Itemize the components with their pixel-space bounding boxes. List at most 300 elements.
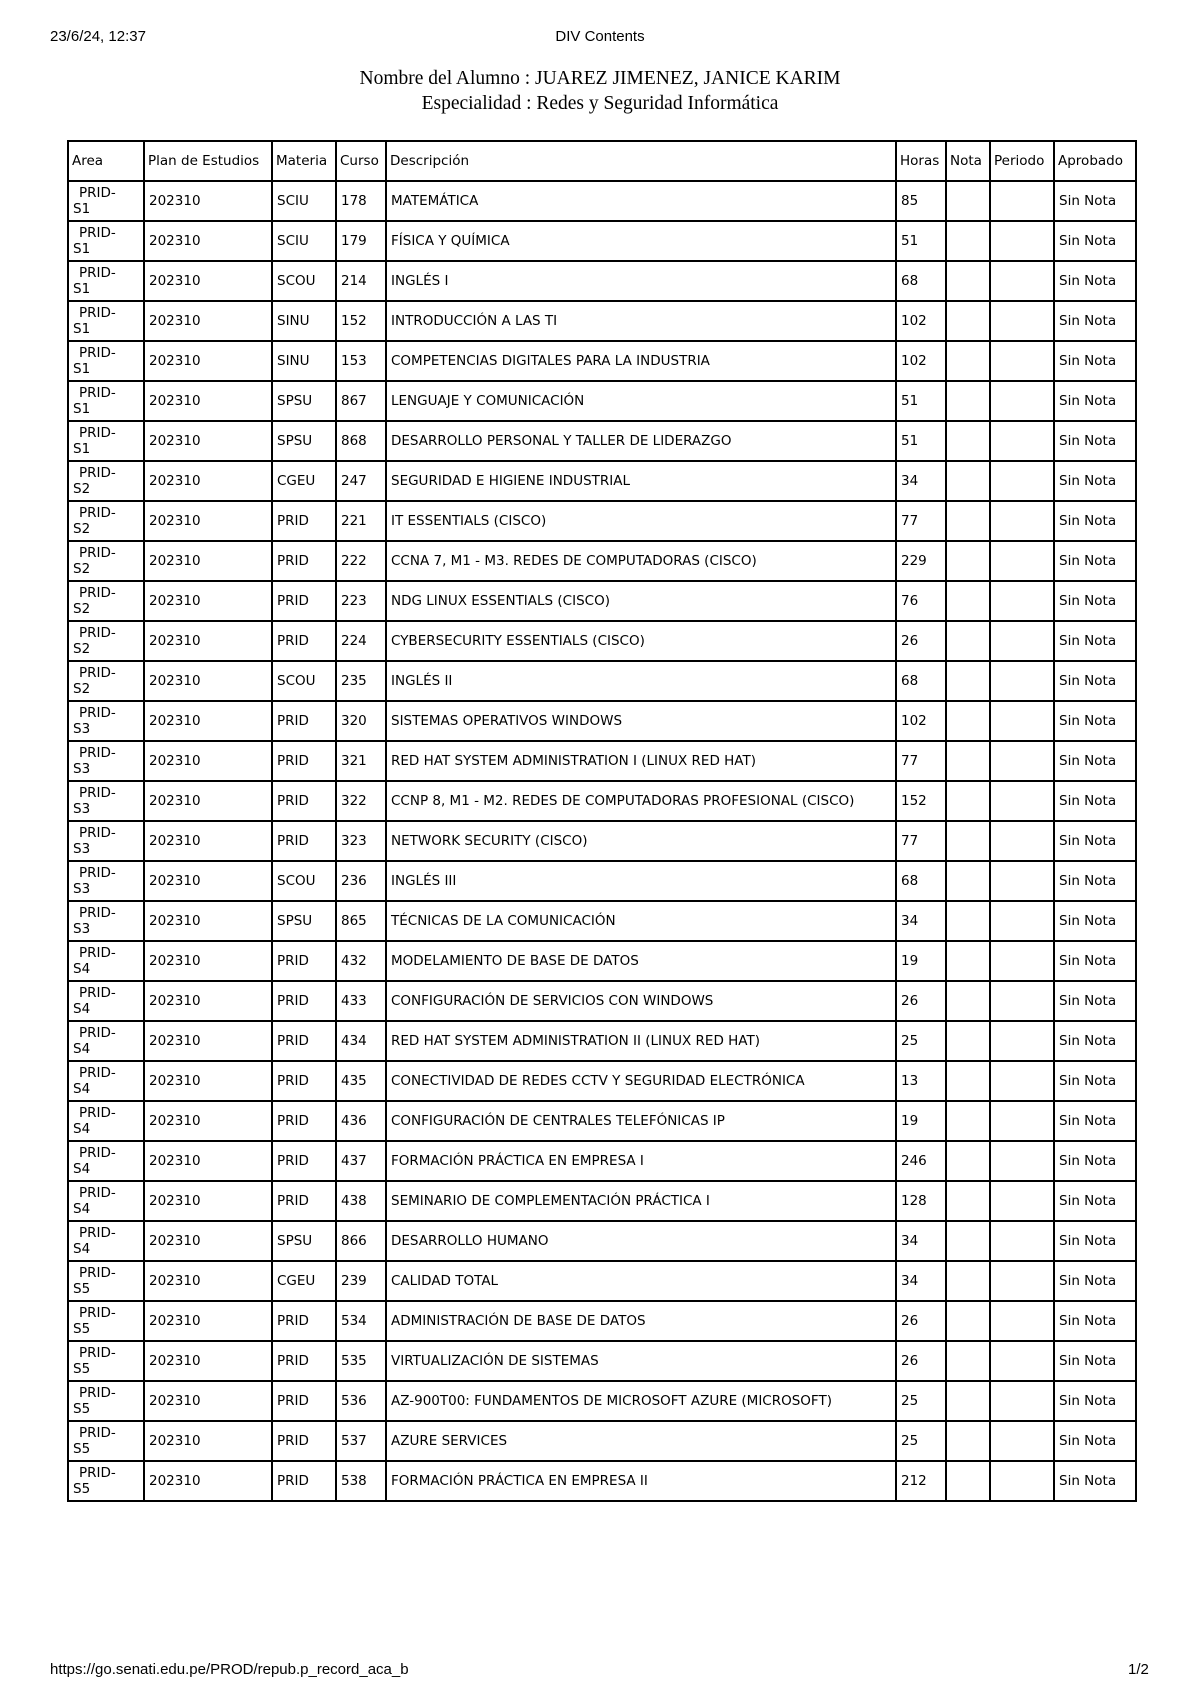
table-row — [68, 1221, 1136, 1261]
cell-periodo — [990, 341, 1054, 381]
cell-nota — [946, 1181, 990, 1221]
cell-horas: 34 — [896, 1261, 946, 1301]
cell-area — [68, 1101, 144, 1141]
cell-plan: 202310 — [144, 461, 272, 501]
table-row — [68, 1301, 1136, 1341]
cell-plan: 202310 — [144, 341, 272, 381]
cell-plan: 202310 — [144, 741, 272, 781]
cell-curso: 867 — [336, 381, 386, 421]
cell-horas: 26 — [896, 621, 946, 661]
cell-area-line1: PRID- — [79, 545, 116, 561]
cell-aprobado: Sin Nota — [1054, 941, 1136, 981]
table-row — [68, 581, 1136, 621]
cell-area-line1: PRID- — [79, 785, 116, 801]
cell-plan: 202310 — [144, 1141, 272, 1181]
table-row — [68, 1261, 1136, 1301]
cell-periodo — [990, 181, 1054, 221]
cell-plan: 202310 — [144, 981, 272, 1021]
cell-plan: 202310 — [144, 901, 272, 941]
cell-area-line1: PRID- — [79, 1025, 116, 1041]
cell-nota — [946, 301, 990, 341]
cell-area-line1: PRID- — [79, 1225, 116, 1241]
cell-horas: 85 — [896, 181, 946, 221]
cell-horas: 25 — [896, 1381, 946, 1421]
header-nota: Nota — [946, 141, 990, 181]
cell-nota — [946, 1301, 990, 1341]
cell-curso: 535 — [336, 1341, 386, 1381]
cell-descripcion: COMPETENCIAS DIGITALES PARA LA INDUSTRIA — [386, 341, 896, 381]
cell-curso: 320 — [336, 701, 386, 741]
table-row — [68, 901, 1136, 941]
table-row — [68, 981, 1136, 1021]
table-row — [68, 381, 1136, 421]
cell-area — [68, 181, 144, 221]
table-row — [68, 1141, 1136, 1181]
cell-aprobado: Sin Nota — [1054, 741, 1136, 781]
cell-periodo — [990, 661, 1054, 701]
cell-materia: PRID — [272, 941, 336, 981]
cell-horas: 19 — [896, 1101, 946, 1141]
cell-curso: 434 — [336, 1021, 386, 1061]
cell-plan: 202310 — [144, 861, 272, 901]
table-row — [68, 501, 1136, 541]
cell-horas: 19 — [896, 941, 946, 981]
table-row — [68, 301, 1136, 341]
cell-horas: 68 — [896, 861, 946, 901]
cell-descripcion: SEMINARIO DE COMPLEMENTACIÓN PRÁCTICA I — [386, 1181, 896, 1221]
cell-area-line1: PRID- — [79, 305, 116, 321]
cell-descripcion: INGLÉS III — [386, 861, 896, 901]
cell-area-line1: PRID- — [79, 665, 116, 681]
cell-horas: 77 — [896, 501, 946, 541]
cell-area — [68, 1461, 144, 1501]
cell-horas: 212 — [896, 1461, 946, 1501]
cell-nota — [946, 421, 990, 461]
table-row — [68, 861, 1136, 901]
cell-plan: 202310 — [144, 701, 272, 741]
table-row — [68, 181, 1136, 221]
table-row — [68, 1061, 1136, 1101]
table-row — [68, 741, 1136, 781]
cell-materia: CGEU — [272, 1261, 336, 1301]
cell-area-line1: PRID- — [79, 1105, 116, 1121]
cell-materia: PRID — [272, 981, 336, 1021]
cell-nota — [946, 221, 990, 261]
cell-descripcion: INGLÉS II — [386, 661, 896, 701]
cell-nota — [946, 1021, 990, 1061]
cell-area-line1: PRID- — [79, 225, 116, 241]
cell-descripcion: DESARROLLO HUMANO — [386, 1221, 896, 1261]
cell-periodo — [990, 1301, 1054, 1341]
cell-curso: 223 — [336, 581, 386, 621]
cell-descripcion: CONECTIVIDAD DE REDES CCTV Y SEGURIDAD ELECTRÓNICA — [386, 1061, 896, 1101]
cell-plan: 202310 — [144, 1301, 272, 1341]
cell-curso: 153 — [336, 341, 386, 381]
cell-area — [68, 741, 144, 781]
cell-area-line1: PRID- — [79, 825, 116, 841]
cell-aprobado: Sin Nota — [1054, 301, 1136, 341]
cell-periodo — [990, 1101, 1054, 1141]
cell-horas: 25 — [896, 1021, 946, 1061]
cell-plan: 202310 — [144, 501, 272, 541]
cell-area-line1: PRID- — [79, 1425, 116, 1441]
cell-area-line1: PRID- — [79, 865, 116, 881]
cell-area-line1: PRID- — [79, 905, 116, 921]
cell-area-line1: PRID- — [79, 465, 116, 481]
cell-area-line1: PRID- — [79, 1185, 116, 1201]
cell-area-line2: S5 — [73, 1401, 91, 1417]
cell-plan: 202310 — [144, 421, 272, 461]
print-url: https://go.senati.edu.pe/PROD/repub.p_record_aca_b — [50, 1661, 409, 1678]
cell-area-line2: S1 — [73, 241, 91, 257]
cell-periodo — [990, 1261, 1054, 1301]
cell-materia: PRID — [272, 701, 336, 741]
cell-area-line2: S2 — [73, 601, 91, 617]
cell-curso: 222 — [336, 541, 386, 581]
cell-materia: PRID — [272, 1181, 336, 1221]
cell-area-line1: PRID- — [79, 425, 116, 441]
cell-area — [68, 901, 144, 941]
cell-horas: 68 — [896, 261, 946, 301]
cell-descripcion: SEGURIDAD E HIGIENE INDUSTRIAL — [386, 461, 896, 501]
cell-nota — [946, 581, 990, 621]
cell-descripcion: RED HAT SYSTEM ADMINISTRATION I (LINUX RED HAT) — [386, 741, 896, 781]
table-row — [68, 541, 1136, 581]
cell-periodo — [990, 581, 1054, 621]
table-row — [68, 461, 1136, 501]
cell-area-line2: S5 — [73, 1361, 91, 1377]
cell-area-line2: S1 — [73, 361, 91, 377]
cell-aprobado: Sin Nota — [1054, 501, 1136, 541]
cell-aprobado: Sin Nota — [1054, 661, 1136, 701]
cell-periodo — [990, 941, 1054, 981]
cell-curso: 536 — [336, 1381, 386, 1421]
cell-curso: 152 — [336, 301, 386, 341]
cell-plan: 202310 — [144, 1021, 272, 1061]
cell-materia: PRID — [272, 1141, 336, 1181]
cell-materia: SCIU — [272, 181, 336, 221]
cell-plan: 202310 — [144, 1261, 272, 1301]
cell-descripcion: VIRTUALIZACIÓN DE SISTEMAS — [386, 1341, 896, 1381]
cell-periodo — [990, 1221, 1054, 1261]
table-row — [68, 221, 1136, 261]
cell-area-line2: S5 — [73, 1441, 91, 1457]
cell-periodo — [990, 421, 1054, 461]
cell-periodo — [990, 461, 1054, 501]
table-row — [68, 1181, 1136, 1221]
cell-aprobado: Sin Nota — [1054, 1461, 1136, 1501]
cell-periodo — [990, 701, 1054, 741]
cell-area-line1: PRID- — [79, 1465, 116, 1481]
cell-area-line1: PRID- — [79, 505, 116, 521]
cell-nota — [946, 1341, 990, 1381]
cell-area — [68, 581, 144, 621]
cell-nota — [946, 1461, 990, 1501]
cell-area-line2: S4 — [73, 1161, 91, 1177]
cell-materia: PRID — [272, 1301, 336, 1341]
cell-descripcion: CCNP 8, M1 - M2. REDES DE COMPUTADORAS PROFESIONAL (CISCO) — [386, 781, 896, 821]
cell-plan: 202310 — [144, 301, 272, 341]
cell-nota — [946, 661, 990, 701]
cell-periodo — [990, 1141, 1054, 1181]
table-row — [68, 941, 1136, 981]
cell-plan: 202310 — [144, 621, 272, 661]
cell-aprobado: Sin Nota — [1054, 1061, 1136, 1101]
cell-aprobado: Sin Nota — [1054, 461, 1136, 501]
cell-descripcion: DESARROLLO PERSONAL Y TALLER DE LIDERAZGO — [386, 421, 896, 461]
cell-area-line1: PRID- — [79, 1065, 116, 1081]
cell-descripcion: AZ-900T00: FUNDAMENTOS DE MICROSOFT AZURE (MICROSOFT) — [386, 1381, 896, 1421]
cell-area — [68, 1221, 144, 1261]
cell-materia: SINU — [272, 301, 336, 341]
cell-curso: 235 — [336, 661, 386, 701]
cell-area — [68, 381, 144, 421]
cell-descripcion: CYBERSECURITY ESSENTIALS (CISCO) — [386, 621, 896, 661]
cell-aprobado: Sin Nota — [1054, 381, 1136, 421]
cell-periodo — [990, 861, 1054, 901]
cell-area-line2: S3 — [73, 921, 91, 937]
cell-curso: 178 — [336, 181, 386, 221]
cell-horas: 34 — [896, 1221, 946, 1261]
cell-nota — [946, 541, 990, 581]
cell-periodo — [990, 261, 1054, 301]
table-header-row — [68, 141, 1136, 181]
student-name: Nombre del Alumno : JUAREZ JIMENEZ, JANICE KARIM — [359, 68, 841, 89]
cell-area — [68, 461, 144, 501]
cell-area-line2: S1 — [73, 321, 91, 337]
table-row — [68, 1101, 1136, 1141]
cell-periodo — [990, 1061, 1054, 1101]
cell-descripcion: NDG LINUX ESSENTIALS (CISCO) — [386, 581, 896, 621]
cell-materia: PRID — [272, 1421, 336, 1461]
cell-aprobado: Sin Nota — [1054, 1261, 1136, 1301]
cell-nota — [946, 901, 990, 941]
cell-aprobado: Sin Nota — [1054, 1421, 1136, 1461]
cell-nota — [946, 781, 990, 821]
cell-descripcion: LENGUAJE Y COMUNICACIÓN — [386, 381, 896, 421]
cell-horas: 68 — [896, 661, 946, 701]
cell-curso: 537 — [336, 1421, 386, 1461]
cell-materia: PRID — [272, 541, 336, 581]
cell-descripcion: FORMACIÓN PRÁCTICA EN EMPRESA II — [386, 1461, 896, 1501]
cell-horas: 26 — [896, 981, 946, 1021]
cell-aprobado: Sin Nota — [1054, 1341, 1136, 1381]
cell-materia: PRID — [272, 621, 336, 661]
cell-area-line2: S2 — [73, 681, 91, 697]
cell-curso: 224 — [336, 621, 386, 661]
cell-nota — [946, 821, 990, 861]
cell-materia: PRID — [272, 1341, 336, 1381]
cell-plan: 202310 — [144, 941, 272, 981]
cell-plan: 202310 — [144, 221, 272, 261]
cell-area-line2: S3 — [73, 801, 91, 817]
cell-curso: 865 — [336, 901, 386, 941]
cell-periodo — [990, 301, 1054, 341]
cell-periodo — [990, 901, 1054, 941]
cell-aprobado: Sin Nota — [1054, 701, 1136, 741]
cell-area-line1: PRID- — [79, 705, 116, 721]
cell-area-line2: S5 — [73, 1481, 91, 1497]
cell-area-line2: S1 — [73, 401, 91, 417]
cell-descripcion: FORMACIÓN PRÁCTICA EN EMPRESA I — [386, 1141, 896, 1181]
cell-area-line1: PRID- — [79, 1305, 116, 1321]
cell-curso: 538 — [336, 1461, 386, 1501]
cell-area — [68, 301, 144, 341]
table-row — [68, 421, 1136, 461]
cell-aprobado: Sin Nota — [1054, 261, 1136, 301]
cell-materia: PRID — [272, 821, 336, 861]
cell-plan: 202310 — [144, 381, 272, 421]
cell-aprobado: Sin Nota — [1054, 861, 1136, 901]
header-aprobado: Aprobado — [1054, 141, 1136, 181]
cell-materia: PRID — [272, 581, 336, 621]
cell-nota — [946, 941, 990, 981]
cell-materia: CGEU — [272, 461, 336, 501]
cell-plan: 202310 — [144, 181, 272, 221]
cell-aprobado: Sin Nota — [1054, 1021, 1136, 1061]
cell-materia: SCOU — [272, 861, 336, 901]
cell-area — [68, 1421, 144, 1461]
cell-materia: SPSU — [272, 381, 336, 421]
cell-area-line2: S3 — [73, 721, 91, 737]
cell-area-line2: S2 — [73, 521, 91, 537]
cell-area-line2: S4 — [73, 1241, 91, 1257]
cell-horas: 102 — [896, 701, 946, 741]
cell-materia: PRID — [272, 1381, 336, 1421]
cell-periodo — [990, 1381, 1054, 1421]
cell-materia: PRID — [272, 501, 336, 541]
cell-area — [68, 221, 144, 261]
cell-horas: 229 — [896, 541, 946, 581]
cell-area — [68, 1181, 144, 1221]
cell-aprobado: Sin Nota — [1054, 1381, 1136, 1421]
cell-materia: PRID — [272, 781, 336, 821]
cell-horas: 13 — [896, 1061, 946, 1101]
cell-horas: 25 — [896, 1421, 946, 1461]
cell-area-line1: PRID- — [79, 585, 116, 601]
cell-nota — [946, 1221, 990, 1261]
cell-aprobado: Sin Nota — [1054, 541, 1136, 581]
cell-aprobado: Sin Nota — [1054, 621, 1136, 661]
cell-periodo — [990, 981, 1054, 1021]
cell-area — [68, 1261, 144, 1301]
cell-curso: 214 — [336, 261, 386, 301]
cell-horas: 246 — [896, 1141, 946, 1181]
cell-aprobado: Sin Nota — [1054, 1141, 1136, 1181]
cell-nota — [946, 741, 990, 781]
cell-nota — [946, 341, 990, 381]
cell-nota — [946, 1141, 990, 1181]
cell-curso: 534 — [336, 1301, 386, 1341]
cell-curso: 247 — [336, 461, 386, 501]
table-row — [68, 621, 1136, 661]
cell-area — [68, 781, 144, 821]
cell-plan: 202310 — [144, 261, 272, 301]
cell-curso: 323 — [336, 821, 386, 861]
cell-plan: 202310 — [144, 581, 272, 621]
cell-area — [68, 541, 144, 581]
cell-plan: 202310 — [144, 1381, 272, 1421]
cell-horas: 152 — [896, 781, 946, 821]
cell-area-line1: PRID- — [79, 185, 116, 201]
cell-area-line2: S3 — [73, 761, 91, 777]
cell-area-line2: S4 — [73, 1081, 91, 1097]
cell-plan: 202310 — [144, 1181, 272, 1221]
cell-curso: 221 — [336, 501, 386, 541]
cell-curso: 239 — [336, 1261, 386, 1301]
cell-area-line1: PRID- — [79, 345, 116, 361]
cell-descripcion: MATEMÁTICA — [386, 181, 896, 221]
cell-periodo — [990, 1021, 1054, 1061]
cell-periodo — [990, 741, 1054, 781]
cell-nota — [946, 981, 990, 1021]
cell-area-line2: S3 — [73, 881, 91, 897]
table-row — [68, 781, 1136, 821]
academic-record-table — [67, 140, 1137, 1502]
cell-curso: 438 — [336, 1181, 386, 1221]
cell-periodo — [990, 821, 1054, 861]
cell-area-line2: S4 — [73, 1001, 91, 1017]
cell-area-line1: PRID- — [79, 1345, 116, 1361]
print-page-number: 1/2 — [1128, 1661, 1149, 1678]
cell-area — [68, 981, 144, 1021]
table-row — [68, 1461, 1136, 1501]
cell-curso: 432 — [336, 941, 386, 981]
cell-periodo — [990, 381, 1054, 421]
cell-descripcion: NETWORK SECURITY (CISCO) — [386, 821, 896, 861]
cell-descripcion: TÉCNICAS DE LA COMUNICACIÓN — [386, 901, 896, 941]
header-curso: Curso — [336, 141, 386, 181]
cell-nota — [946, 1421, 990, 1461]
cell-area-line1: PRID- — [79, 1385, 116, 1401]
cell-plan: 202310 — [144, 1101, 272, 1141]
cell-materia: PRID — [272, 1461, 336, 1501]
cell-nota — [946, 861, 990, 901]
cell-area-line2: S1 — [73, 281, 91, 297]
cell-area — [68, 621, 144, 661]
cell-periodo — [990, 221, 1054, 261]
cell-nota — [946, 501, 990, 541]
cell-aprobado: Sin Nota — [1054, 821, 1136, 861]
cell-plan: 202310 — [144, 661, 272, 701]
table-row — [68, 1341, 1136, 1381]
cell-horas: 51 — [896, 421, 946, 461]
table-row — [68, 701, 1136, 741]
cell-area-line1: PRID- — [79, 1265, 116, 1281]
student-info — [0, 66, 1200, 116]
cell-horas: 128 — [896, 1181, 946, 1221]
cell-aprobado: Sin Nota — [1054, 781, 1136, 821]
table-row — [68, 261, 1136, 301]
table-row — [68, 341, 1136, 381]
table-row — [68, 1381, 1136, 1421]
header-materia: Materia — [272, 141, 336, 181]
cell-aprobado: Sin Nota — [1054, 1181, 1136, 1221]
cell-curso: 321 — [336, 741, 386, 781]
cell-periodo — [990, 781, 1054, 821]
cell-plan: 202310 — [144, 1421, 272, 1461]
table-row — [68, 661, 1136, 701]
cell-area — [68, 1341, 144, 1381]
cell-materia: SPSU — [272, 901, 336, 941]
cell-periodo — [990, 1341, 1054, 1381]
cell-nota — [946, 181, 990, 221]
cell-materia: SCOU — [272, 661, 336, 701]
cell-periodo — [990, 1181, 1054, 1221]
cell-area-line1: PRID- — [79, 745, 116, 761]
cell-curso: 433 — [336, 981, 386, 1021]
print-page-title: DIV Contents — [555, 28, 645, 45]
